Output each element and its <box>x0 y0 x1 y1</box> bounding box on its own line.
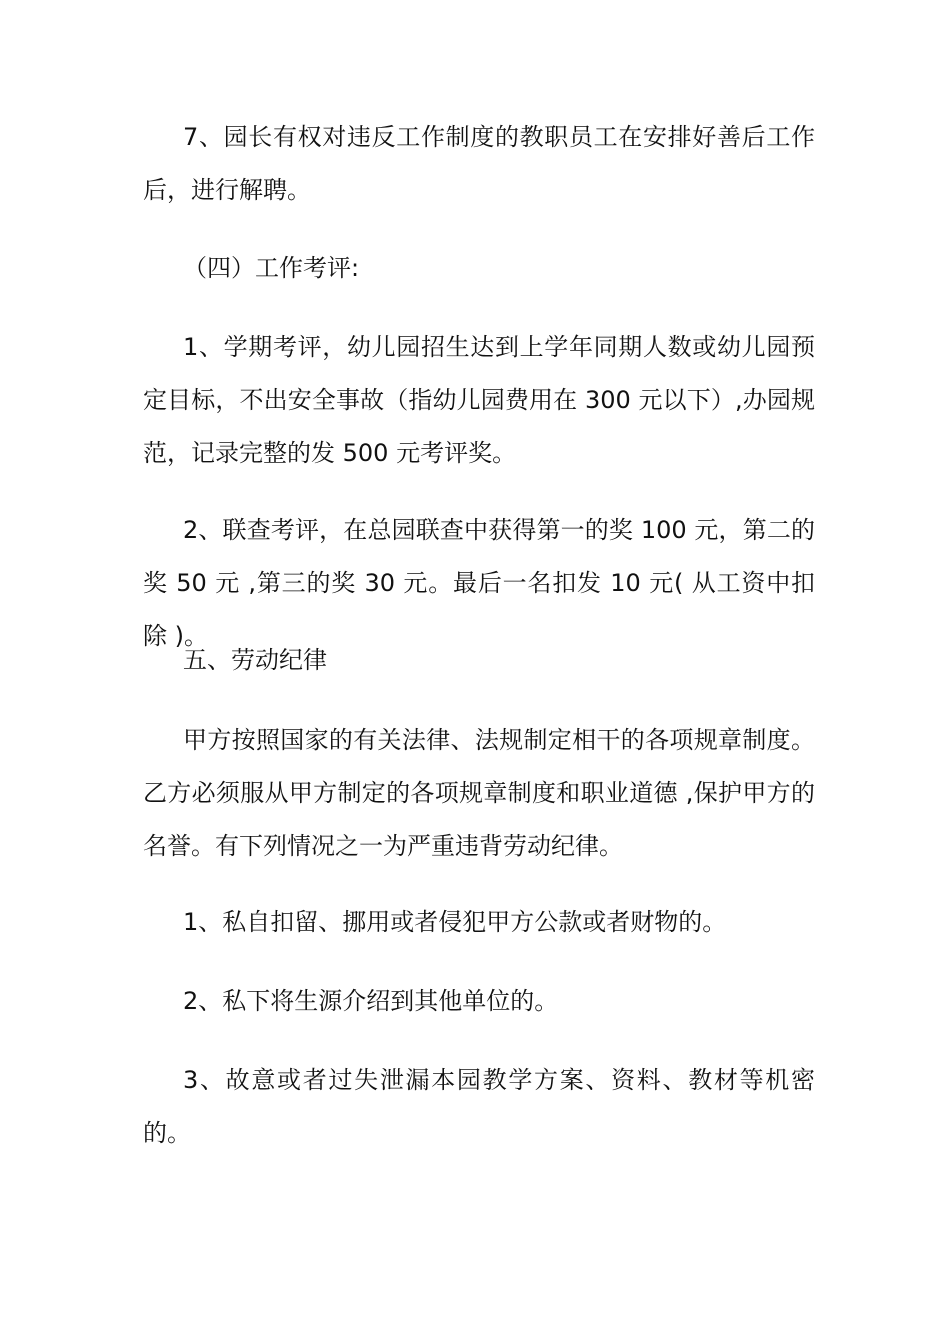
paragraph-dismissal-rule: 7、园长有权对违反工作制度的教职员工在安排好善后工作后，进行解聘。 <box>143 123 815 204</box>
section-heading-work-evaluation: （四）工作考评: <box>183 254 360 282</box>
paragraph-joint-inspection-evaluation: 2、联查考评，在总园联查中获得第一的奖 100 元，第二的奖 50 元 ,第三的奖 30 元。最后一名扣发 10 元( 从工资中扣除 )。 <box>143 516 815 650</box>
paragraph-rules-and-regulations: 甲方按照国家的有关法律、法规制定相干的各项规章制度。乙方必须服从甲方制定的各项规章制度和职业道德 ,保护甲方的名誉。有下列情况之一为严重违背劳动纪律。 <box>143 726 815 860</box>
section-heading-labor-discipline: 五、劳动纪律 <box>183 646 327 674</box>
list-item-misappropriation: 1、私自扣留、挪用或者侵犯甲方公款或者财物的。 <box>183 908 727 936</box>
paragraph-semester-evaluation: 1、学期考评，幼儿园招生达到上学年同期人数或幼儿园预定目标，不出安全事故（指幼儿园费用在 300 元以下）,办园规范，记录完整的发 500 元考评奖。 <box>143 333 815 467</box>
list-item-student-referral: 2、私下将生源介绍到其他单位的。 <box>183 987 559 1015</box>
list-item-confidential-leak: 3、故意或者过失泄漏本园教学方案、资料、教材等机密的。 <box>143 1066 815 1147</box>
